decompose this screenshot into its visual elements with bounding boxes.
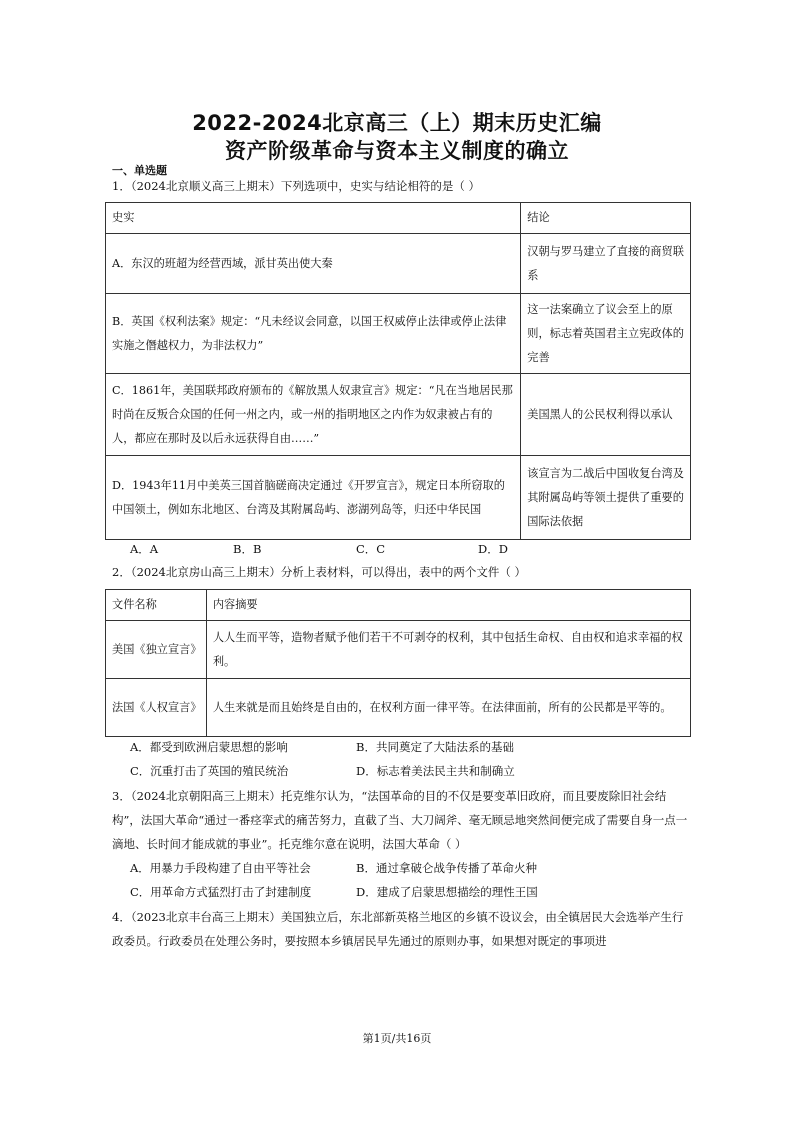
option-d[interactable]: D．D <box>478 542 508 556</box>
table-header-row <box>106 203 691 234</box>
table-cell: 汉朝与罗马建立了直接的商贸联系 <box>521 234 691 294</box>
table-row <box>106 294 691 374</box>
table-cell: B．英国《权利法案》规定：“凡未经议会同意，以国王权威停止法律或停止法律实施之僭越权力，为非法权力” <box>106 294 521 374</box>
table-cell: 人生来就是而且始终是自由的，在权利方面一律平等。在法律面前，所有的公民都是平等的。 <box>206 679 690 737</box>
table-header-row <box>106 590 691 621</box>
question-2-table <box>105 589 691 737</box>
table-cell: A．东汉的班超为经营西域，派甘英出使大秦 <box>106 234 521 294</box>
option-c[interactable]: C．C <box>356 542 386 556</box>
table-row <box>106 374 691 456</box>
page-footer: 第1页/共16页 <box>362 1032 432 1045</box>
question-3-options <box>130 857 690 903</box>
question-1-stem: 1．（2024北京顺义高三上期末）下列选项中，史实与结论相符的是（ ） <box>112 179 480 193</box>
question-2-options <box>130 736 690 782</box>
table-cell: 法国《人权宣言》 <box>106 679 207 737</box>
option-a[interactable]: A．A <box>130 542 159 556</box>
option-b[interactable]: B．通过拿破仑战争传播了革命火种 <box>356 861 537 875</box>
question-1-table <box>105 202 691 540</box>
option-a[interactable]: A．都受到欧洲启蒙思想的影响 <box>130 740 288 754</box>
option-d[interactable]: D．标志着美法民主共和制确立 <box>356 764 515 778</box>
document-title: 2022-2024北京高三（上）期末历史汇编 <box>192 111 602 135</box>
option-b[interactable]: B．B <box>233 542 262 556</box>
document-subtitle: 资产阶级革命与资本主义制度的确立 <box>225 139 569 163</box>
table-cell: C．1861年，美国联邦政府颁布的《解放黑人奴隶宣言》规定：“凡在当地居民那时尚在反叛合众国的任何一州之内，或一州的指明地区之内作为奴隶被占有的人，都应在那时及以后永远获得自由……” <box>106 374 521 456</box>
table-header-cell: 结论 <box>521 203 691 234</box>
table-cell: D．1943年11月中美英三国首脑磋商决定通过《开罗宣言》，规定日本所窃取的中国领土，例如东北地区、台湾及其附属岛屿、澎湖列岛等，归还中华民国 <box>106 456 521 540</box>
table-cell: 美国黑人的公民权利得以承认 <box>521 374 691 456</box>
table-header-cell: 文件名称 <box>106 590 207 621</box>
option-a[interactable]: A．用暴力手段构建了自由平等社会 <box>130 861 311 875</box>
option-c[interactable]: C．沉重打击了英国的殖民统治 <box>130 764 289 778</box>
section-heading: 一、单选题 <box>112 164 167 177</box>
question-2-stem: 2．（2024北京房山高三上期末）分析上表材料，可以得出，表中的两个文件（ ） <box>112 565 526 579</box>
table-cell: 该宣言为二战后中国收复台湾及其附属岛屿等领土提供了重要的国际法依据 <box>521 456 691 540</box>
question-4-stem: 4．（2023北京丰台高三上期末）美国独立后，东北部新英格兰地区的乡镇不设议会，由全镇居民大会选举产生行政委员。行政委员在处理公务时，要按照本乡镇居民早先通过的原则办事，如果想对既定的事项进 <box>112 910 684 948</box>
table-cell: 人人生而平等，造物者赋予他们若干不可剥夺的权利，其中包括生命权、自由权和追求幸福的权利。 <box>206 621 690 679</box>
table-row <box>106 621 691 679</box>
option-b[interactable]: B．共同奠定了大陆法系的基础 <box>356 740 514 754</box>
table-row <box>106 234 691 294</box>
table-header-cell: 内容摘要 <box>206 590 690 621</box>
table-cell: 这一法案确立了议会至上的原则，标志着英国君主立宪政体的完善 <box>521 294 691 374</box>
option-c[interactable]: C．用革命方式猛烈打击了封建制度 <box>130 885 312 899</box>
question-3-stem: 3．（2024北京朝阳高三上期末）托克维尔认为，“法国革命的目的不仅是要变革旧政府，而且要废除旧社会结构”，法国大革命“通过一番痉挛式的痛苦努力，直截了当、大刀阔斧、毫无顾忌地突然间便完成了需要自身一点一滴地、长时间才能成就的事业”。托克维尔意在说明，法国大革命（ ） <box>112 789 688 851</box>
option-d[interactable]: D．建成了启蒙思想描绘的理性王国 <box>356 885 538 899</box>
table-row <box>106 679 691 737</box>
table-row <box>106 456 691 540</box>
question-1-options <box>130 538 690 560</box>
table-header-cell: 史实 <box>106 203 521 234</box>
table-cell: 美国《独立宣言》 <box>106 621 207 679</box>
